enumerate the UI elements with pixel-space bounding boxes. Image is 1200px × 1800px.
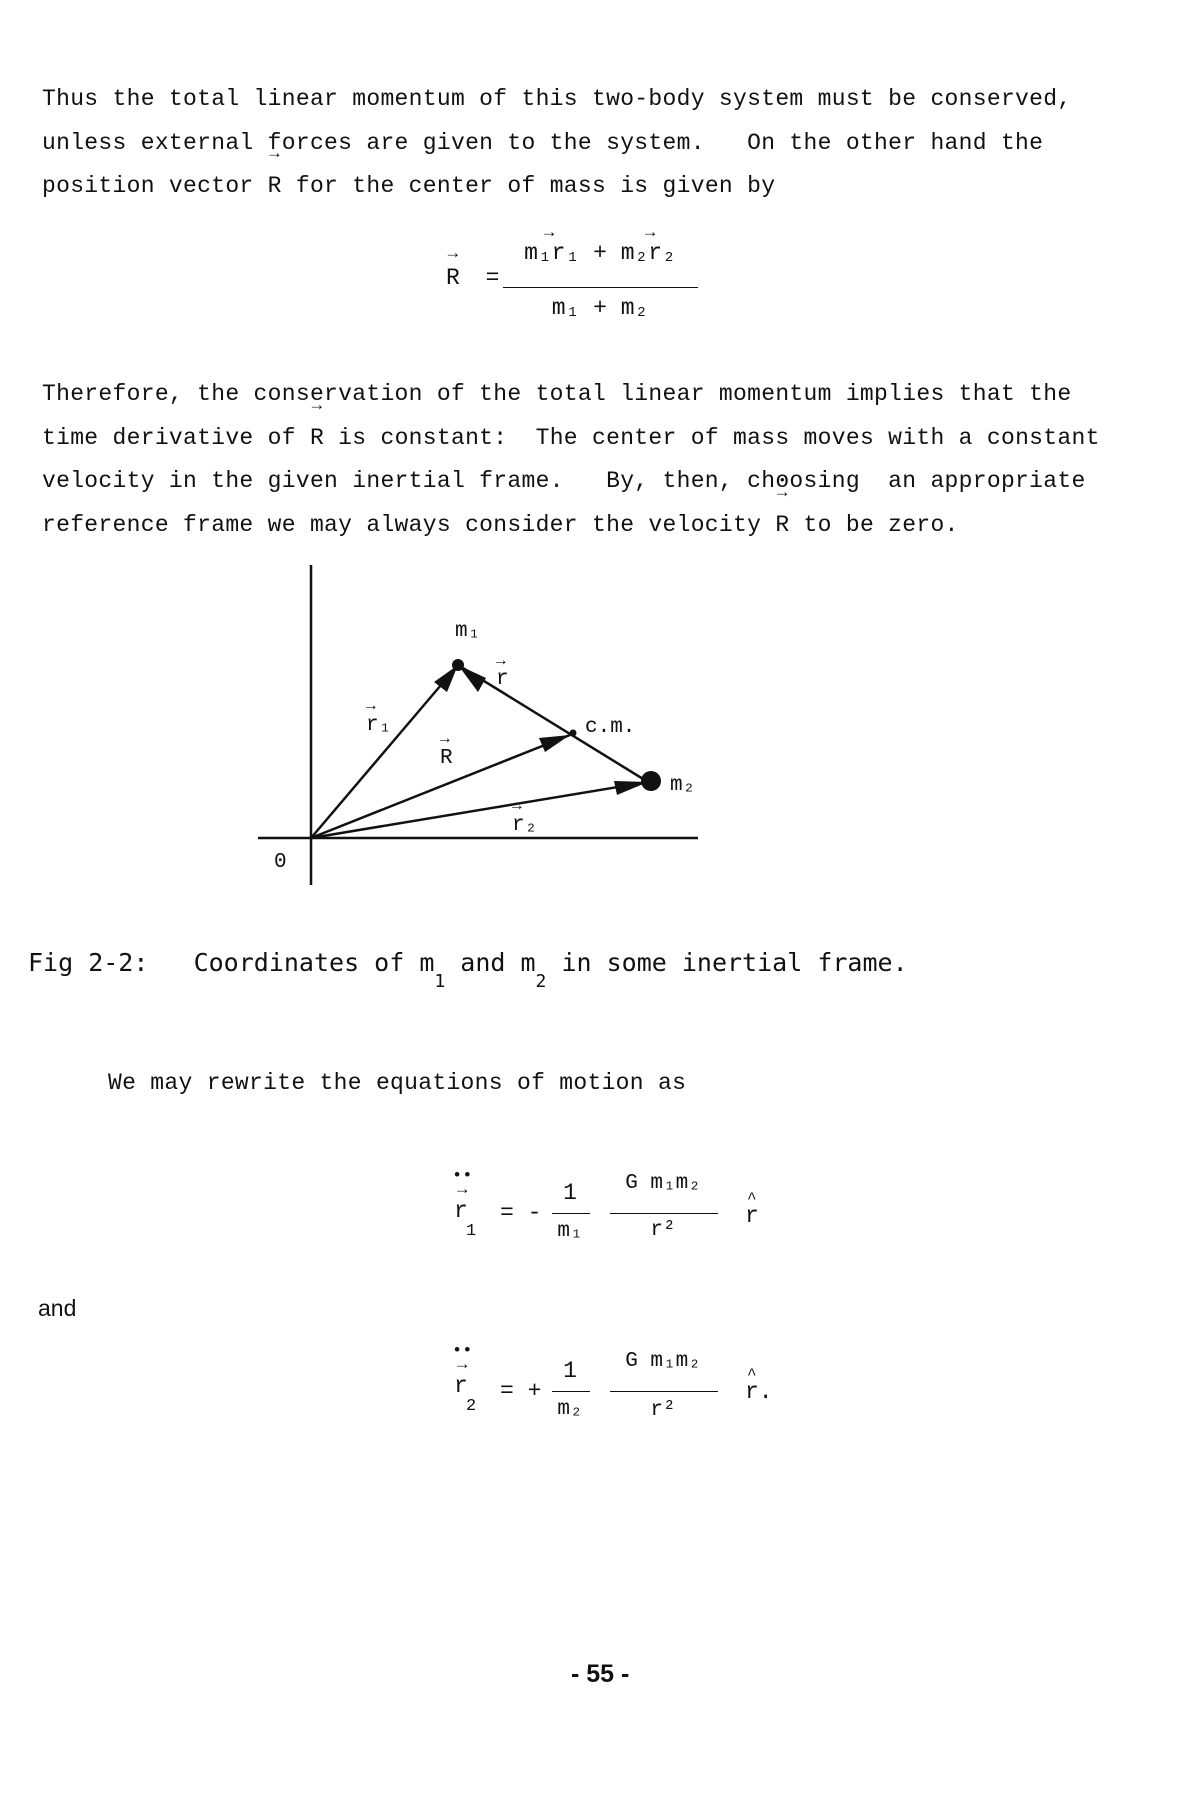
fraction-bar	[610, 1213, 718, 1214]
equals-sign: =	[485, 265, 500, 291]
text-line: position vector → R for the center of mass is given by	[42, 165, 1142, 209]
eq3-lhs: r	[454, 1373, 468, 1399]
arrow-mark: →	[366, 697, 376, 715]
arrow-mark: →	[512, 797, 522, 815]
text-line: Thus the total linear momentum of this two-body system must be conserved,	[42, 86, 1072, 112]
hat-mark: ^	[747, 1366, 757, 1384]
mass-m2	[641, 771, 661, 791]
fraction-bar	[610, 1391, 718, 1392]
cm-label: c.m.	[585, 716, 636, 739]
vector-R: → R	[310, 417, 324, 461]
R-label: R	[440, 747, 453, 770]
eq2-frac-num: G m₁m₂	[625, 1172, 701, 1195]
text-line: reference frame we may always consider the velocity → R • to be zero.	[42, 504, 1142, 548]
eq3-unit-vector: r.	[745, 1379, 773, 1405]
arrow-mark: →	[544, 224, 555, 243]
connector-and: and	[38, 1295, 77, 1321]
eq2-coef-den: m₁	[557, 1220, 583, 1243]
vector-R: → R	[268, 165, 282, 209]
m1-label: m₁	[455, 620, 481, 643]
r2-label: r₂	[512, 814, 538, 837]
eq3-frac-num: G m₁m₂	[625, 1350, 701, 1373]
eq3-coef-den: m₂	[557, 1398, 583, 1421]
origin-label: 0	[274, 851, 287, 874]
eq2-frac-den: r²	[650, 1219, 676, 1242]
eq2-lhs-sub: 1	[466, 1222, 477, 1241]
text-line: time derivative of → R is constant: The center of mass moves with a constant	[42, 417, 1142, 461]
eq1-denominator: m₁ + m₂	[551, 295, 649, 321]
vector-R-lhs: → R	[446, 265, 460, 291]
double-dot-arrow: •• →	[452, 1167, 473, 1200]
arrowhead-R	[539, 735, 570, 752]
mass-m1	[452, 659, 464, 671]
eq2-lhs: r	[454, 1198, 468, 1224]
hat-mark: ^	[747, 1190, 757, 1208]
arrow-mark: →	[440, 730, 450, 748]
fraction-bar	[552, 1391, 590, 1392]
eq2-unit-vector: r	[745, 1203, 759, 1229]
arrow-mark: →	[496, 652, 506, 670]
r1-label: r₁	[366, 714, 392, 737]
text-line: Therefore, the conservation of the total linear momentum implies that the	[42, 381, 1072, 407]
r-label: r	[496, 668, 509, 691]
page-number: - 55 -	[571, 1660, 630, 1688]
text-line: unless external forces are given to the system. On the other hand the	[42, 129, 1044, 156]
double-dot-arrow: •• →	[452, 1342, 473, 1375]
figure-caption: Fig 2-2: Coordinates of $m_1$ and $m_2$ in some inertial frame.	[28, 948, 908, 992]
eq3-lhs-sub: 2	[466, 1397, 477, 1416]
paragraph-rewrite	[108, 1062, 1200, 1106]
m2-label: m₂	[670, 774, 696, 797]
eq3-frac-den: r²	[650, 1399, 676, 1422]
vector-r1-line	[311, 665, 458, 838]
eq1-numerator: m₁r₁ + m₂r₂	[524, 240, 676, 266]
arrow-mark: →	[645, 224, 656, 243]
eq2-relation: = -	[500, 1200, 542, 1226]
vector-r2-line	[311, 782, 648, 838]
vector-R-dot: → R •	[775, 504, 789, 548]
text-line: velocity in the given inertial frame. By, then, choosing an appropriate	[42, 468, 1086, 494]
center-of-mass-dot	[570, 730, 577, 737]
eq3-relation: = +	[500, 1378, 542, 1404]
text-line: We may rewrite the equations of motion as	[108, 1070, 687, 1096]
eq3-coef-num: 1	[563, 1358, 577, 1384]
eq2-coef-num: 1	[563, 1180, 577, 1206]
fraction-bar	[552, 1213, 590, 1214]
